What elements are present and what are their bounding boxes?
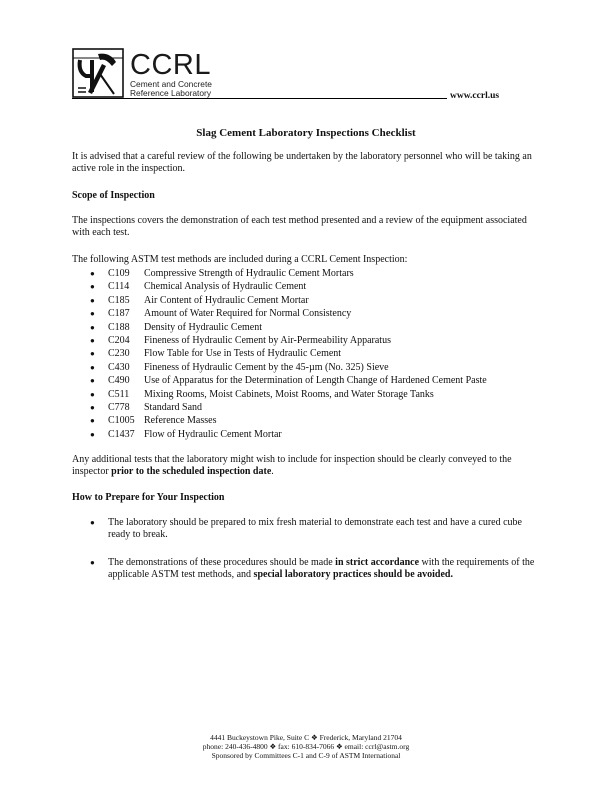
method-description: Fineness of Hydraulic Cement by Air-Permeability Apparatus bbox=[144, 334, 391, 346]
page-footer bbox=[0, 733, 612, 760]
website-link[interactable]: www.ccrl.us bbox=[450, 91, 500, 101]
bullet-icon: ● bbox=[90, 518, 95, 527]
method-code: C778 bbox=[108, 401, 130, 413]
method-code: C185 bbox=[108, 294, 130, 306]
intro-paragraph: It is advised that a careful review of the following be undertaken by the laboratory personnel who will be taking an active role in the inspection. bbox=[72, 151, 532, 174]
prepare-heading: How to Prepare for Your Inspection bbox=[72, 492, 225, 503]
footer-contact: phone: 240-436-4800 ❖ fax: 610-834-7066 ❖ email: ccrl@astm.org bbox=[202, 742, 410, 751]
footer-address: 4441 Buckeystown Pike, Suite C ❖ Frederick, Maryland 21704 bbox=[210, 733, 402, 742]
method-code: C230 bbox=[108, 348, 130, 360]
additional-text-end: . bbox=[271, 466, 274, 477]
method-code: C430 bbox=[108, 361, 130, 373]
method-description: Amount of Water Required for Normal Consistency bbox=[144, 308, 352, 320]
bullet-icon: ● bbox=[90, 362, 95, 372]
method-description: Density of Hydraulic Cement bbox=[144, 321, 263, 333]
bullet-icon: ● bbox=[90, 309, 95, 319]
method-description: Use of Apparatus for the Determination of Length Change of Hardened Cement Paste bbox=[144, 375, 487, 387]
additional-text-start: Any additional tests that the laboratory might wish to include for inspection should be clearly conveyed to the inspector bbox=[72, 454, 512, 477]
method-code: C511 bbox=[108, 388, 130, 400]
bullet-2-text-c: with the requirements of the applicable ASTM test methods, and bbox=[108, 557, 535, 580]
prepare-bullet-2-text bbox=[108, 557, 543, 581]
method-description: Flow Table for Use in Tests of Hydraulic Cement bbox=[144, 348, 342, 360]
method-description: Flow of Hydraulic Cement Mortar bbox=[144, 428, 282, 440]
brand-name: CCRL bbox=[130, 49, 211, 81]
method-description: Air Content of Hydraulic Cement Mortar bbox=[144, 294, 309, 306]
brand-subtitle-line-1: Cement and Concrete bbox=[130, 79, 212, 89]
bullet-icon: ● bbox=[90, 429, 95, 439]
method-code: C1437 bbox=[108, 428, 135, 440]
document-title: Slag Cement Laboratory Inspections Checklist bbox=[196, 127, 416, 139]
header-divider bbox=[72, 98, 447, 99]
method-code: C204 bbox=[108, 334, 130, 346]
method-description: Reference Masses bbox=[144, 415, 217, 427]
method-code: C490 bbox=[108, 375, 130, 387]
bullet-icon: ● bbox=[90, 295, 95, 305]
scope-paragraph: The inspections covers the demonstration of each test method presented and a review of the equipment associated with each test. bbox=[72, 215, 527, 238]
bullet-icon: ● bbox=[90, 322, 95, 332]
additional-tests-paragraph bbox=[72, 454, 542, 478]
method-description: Standard Sand bbox=[144, 401, 203, 413]
method-code: C187 bbox=[108, 308, 130, 320]
bullet-2-text-a: The demonstrations of these procedures should be made bbox=[108, 557, 336, 568]
bullet-icon: ● bbox=[90, 376, 95, 386]
bullet-icon: ● bbox=[90, 349, 95, 359]
method-description: Compressive Strength of Hydraulic Cement Mortars bbox=[144, 268, 354, 279]
method-code: C1005 bbox=[108, 415, 135, 427]
bullet-2-text-d: special laboratory practices should be avoided. bbox=[253, 569, 453, 580]
brand-block bbox=[130, 50, 212, 98]
bullet-2-text-b: in strict accordance bbox=[335, 557, 420, 568]
bullet-icon: ● bbox=[90, 416, 95, 426]
bullet-icon: ● bbox=[90, 269, 95, 278]
bullet-icon: ● bbox=[90, 402, 95, 412]
footer-sponsor: Sponsored by Committees C-1 and C-9 of ASTM International bbox=[211, 751, 401, 760]
bullet-icon: ● bbox=[90, 335, 95, 345]
scope-heading: Scope of Inspection bbox=[72, 190, 155, 201]
ccrl-logo-icon bbox=[72, 48, 124, 98]
method-description: Chemical Analysis of Hydraulic Cement bbox=[144, 281, 307, 293]
brand-subtitle-line-2: Reference Laboratory bbox=[130, 88, 212, 98]
method-code: C109 bbox=[108, 268, 130, 279]
bullet-icon: ● bbox=[90, 558, 95, 567]
method-description: Mixing Rooms, Moist Cabinets, Moist Rooms, and Water Storage Tanks bbox=[144, 388, 434, 400]
method-code: C188 bbox=[108, 321, 130, 333]
method-code: C114 bbox=[108, 281, 130, 293]
bullet-icon: ● bbox=[90, 389, 95, 399]
prepare-bullet-1-text: The laboratory should be prepared to mix fresh material to demonstrate each test and have a cured cube ready to break. bbox=[108, 517, 522, 540]
bullet-icon: ● bbox=[90, 282, 95, 292]
method-description: Fineness of Hydraulic Cement by the 45-µm (No. 325) Sieve bbox=[144, 361, 389, 373]
methods-intro: The following ASTM test methods are included during a CCRL Cement Inspection: bbox=[72, 254, 408, 265]
additional-text-emphasis: prior to the scheduled inspection date bbox=[111, 466, 272, 477]
